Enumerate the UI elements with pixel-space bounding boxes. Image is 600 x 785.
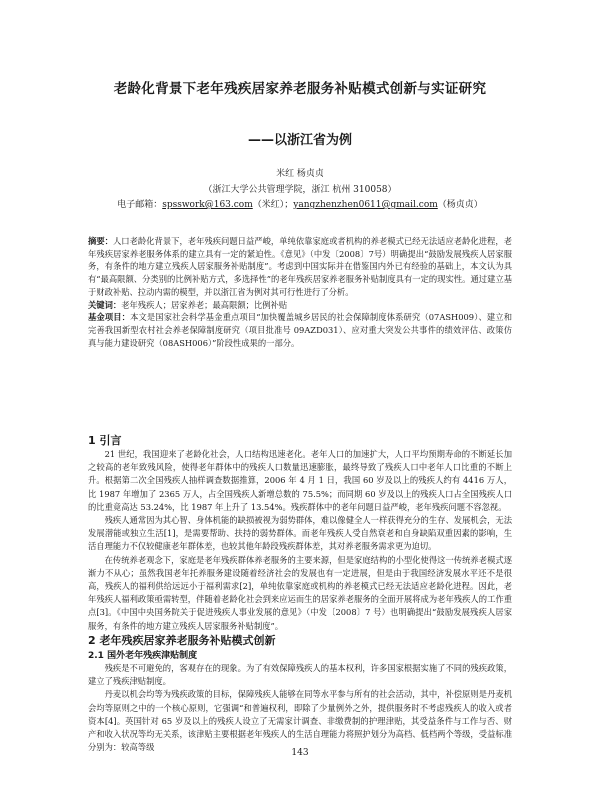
fund-text: 本文是国家社会科学基金重点项目“加快覆盖城乡居民的社会保障制度体系研究（07ASH009）、建立和完善我国新型农村社会养老保障制度研究（项目批准号 09AZD031）、应对重大突发公共事件的绩效评估、政策仿真与能力建设研究（08ASH006）”阶段性成果的一部分。 [88, 312, 512, 348]
abstract-block [88, 235, 512, 349]
section-2-paragraph: 丹麦以机会均等为残疾政策的目标，保障残疾人能够在同等水平参与所有的社会活动，其中，补偿原则是丹麦机会均等原则之中的一个核心原则，它强调“和普遍权利，即除了少量例外之外，提供服务时不考虑残疾人的收入或者资本[4]。英国针对 65 岁及以上的残疾人设立了无需家计调查、非缴费制的护理津贴，其受益条件与工作与否、财产和收入状况等均无关系，该津贴主要根据老年残疾人的生活自理能力将照护划分为高档、低档两个等级，受益标准分别为：较高等级 [88, 689, 512, 753]
affiliation: （浙江大学公共管理学院，浙江 杭州 310058） [203, 185, 397, 195]
section-1-heading: 1 引言 [88, 434, 122, 447]
fund [88, 311, 512, 349]
paper-subtitle: ——以浙江省为例 [247, 133, 352, 148]
keywords-label: 关键词： [88, 299, 122, 310]
email-link-2[interactable]: yangzhenzhen0611@gmail.com [293, 200, 438, 210]
keywords-text: 老年残疾人；居家养老；最高限额；比例补贴 [121, 299, 288, 310]
email-prefix: 电子邮箱： [117, 200, 163, 210]
section-2-body [88, 662, 512, 754]
fund-label: 基金项目： [88, 312, 131, 323]
email-name-2: （杨贞贞） [437, 200, 483, 210]
keywords [88, 299, 512, 312]
section-1-paragraph: 21 世纪，我国迎来了老龄化社会，人口结构迅速老化。老年人口的加速扩大，人口平均预期寿命的不断延长加之较高的老年致残风险，使得老年群体中的残疾人口数量迅速膨胀，最终导致了残疾人口中老年人口比重的不断上升。根据第二次全国残疾人抽样调查数据推算，2006 年 4 月 1 日，我国 60 岁及以上的残疾人约有 4416 万人，比 1987 年增加了 2365 万人，占全国残疾人新增总数的 75.5%；而同期 60 岁及以上的残疾人口占全国残疾人口的比重竟高达 53.24%，比 1987 年上升了 13.54%。残疾群体中的老年问题日益严峻，老年残疾问题不容忽视。 [88, 449, 512, 512]
section-1-body [88, 448, 512, 633]
email-line [0, 197, 600, 210]
section-2-heading: 2 老年残疾居家养老服务补贴模式创新 [88, 634, 276, 647]
authors: 米红 杨贞贞 [276, 169, 324, 179]
section-1-paragraph: 残疾人通常因为其心智、身体机能的缺损被视为弱势群体，难以像健全人一样获得充分的生存、发展机会，无法发展潜能或独立生活[1]，是需要帮助、扶持的弱势群体。而老年残疾人受自然衰老和自身缺陷双重因素的影响，生活自理能力不仅较健康老年群体差，也较其他年龄段残疾群体差，其对养老服务需求更为迫切。 [88, 515, 512, 552]
section-2-paragraph: 残疾是不可避免的，客观存在的现象。为了有效保障残疾人的基本权利，许多国家根据实施了不同的残疾政策，建立了残疾津贴制度。 [88, 663, 512, 687]
section-1-paragraph: 在传统养老观念下，家庭是老年残疾群体养老服务的主要来源，但是家庭结构的小型化使得这一传统养老模式逐渐力不从心；虽然我国老年托养服务建设随着经济社会的发展也有一定进展，但是由于我国经济发展水平还不是很高，残疾人的福利供给远远小于福利需求[2]，单纯依靠家庭或机构的养老模式已经无法适应老龄化进程。因此，老年残疾人福利政策亟需转型，伴随着老龄化社会到来应运而生的居家养老服务的全面开展将成为老年残疾人的工作重点[3]。《中国中央国务院关于促进残疾人事业发展的意见》（中发〔2008〕7 号）也明确提出“鼓励发展残疾人居家服务，有条件的地方建立残疾人居家服务补贴制度”。 [88, 554, 512, 631]
email-name-1: （米红）； [252, 200, 294, 210]
abstract-text: 人口老龄化背景下，老年残疾问题日益严峻，单纯依靠家庭或者机构的养老模式已经无法适应老龄化进程，老年残疾居家养老服务体系的建立具有一定的紧迫性。《意见》（中发〔2008〕7号）明确提出“鼓励发展残疾人居家服务，有条件的地方建立残疾人居家服务补贴制度”。考虑到中国实际并在借鉴国内外已有经验的基础上，本文认为具有“最高限额、分类别的比例补贴方式，多选择性”的老年残疾居家养老服务补贴制度具有一定的现实性。通过建立基于财政补贴、拉动内需的模型，并以浙江省为例对其可行性进行了分析。 [88, 236, 512, 297]
abstract [88, 235, 512, 299]
email-link-1[interactable]: spsswork@163.com [162, 200, 253, 210]
paper-title: 老龄化背景下老年残疾居家养老服务补贴模式创新与实证研究 [113, 81, 487, 97]
section-2-1-heading: 2.1 国外老年残疾津贴制度 [88, 651, 198, 661]
page-number: 143 [291, 748, 309, 758]
abstract-label: 摘要： [88, 236, 113, 246]
